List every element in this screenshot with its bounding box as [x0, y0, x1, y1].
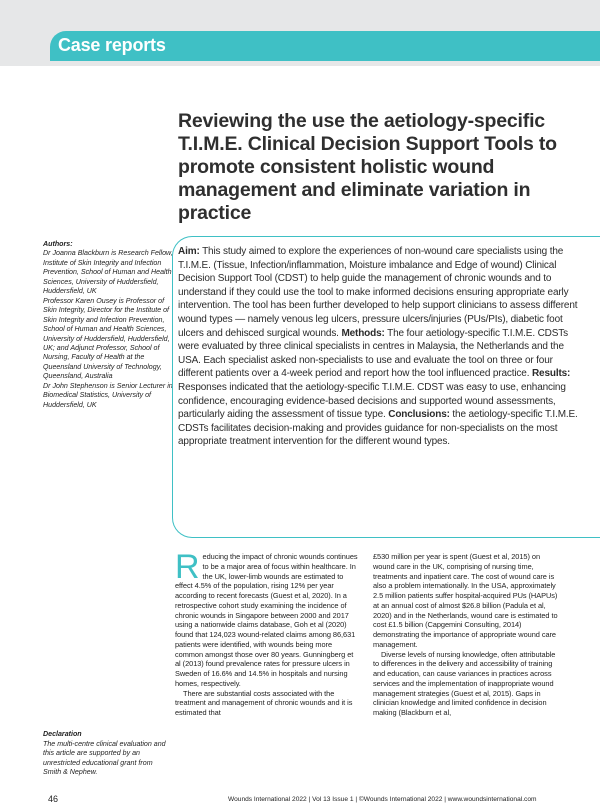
section-label: Case reports: [58, 35, 166, 55]
results-label: Results:: [531, 368, 571, 380]
results-text: Responses indicated that the aetiology-specific T.I.M.E. CDST was easy to use, enhancing confidence, encouraging evidence-based decisions and supported wound assessments, particularly aiding the assessment of tissue type.: [178, 381, 566, 421]
page-number: 46: [48, 794, 59, 804]
body-paragraph: [175, 548, 360, 689]
conclusions-text: the aetiology-specific T.I.M.E. CDSTs facilitates decision-making and provides guidance for non-specialists on the most appropriate treatment intervention for the different wound types.: [178, 409, 578, 448]
declaration: [43, 730, 168, 778]
body-column-1: [175, 548, 360, 718]
authors-sidebar: [43, 240, 173, 410]
authors-label: Authors:: [43, 240, 73, 248]
authors-text: Dr Joanna Blackburn is Research Fellow, Institute of Skin Integrity and Infection Prevention, School of Human and Health Sciences, University of Huddersfield, Huddersfield, UK Professor Karen Ousey is Professor of Skin Integrity, Director for the Institute of Skin Integrity and Infection Prevention, School of Human and Health Sciences, University of Huddersfield, Huddersfield, UK; and Adjunct Professor, School of Nursing, Faculty of Health at the Queensland University of Technology, Queensland, Australia Dr John Stephenson is Senior Lecturer in Biomedical Statistics, University of Huddersfield, UK: [43, 249, 173, 409]
methods-text: The four aetiology-specific T.I.M.E. CDSTs were evaluated by three clinical specialists in centres in Malaysia, the Netherlands and the USA. Each specialist asked non-specialists to use and evaluate the tool on three or four different patients over a 4-week period and report how the tool influenced practice.: [178, 327, 568, 380]
abstract: [178, 245, 578, 449]
body-column-2: [373, 552, 563, 718]
body-paragraph: £530 million per year is spent (Guest et al, 2015) on wound care in the UK, comprising of nursing time, treatments and inpatient care. The cost of wound care is also a problem internationally. In the USA, approximately 2.5 million patients suffer hospital-acquired PUs (HAPUs) at an annual cost of almost $26.8 billion (Padula et al, 2020) and in the Netherlands, wound care is estimated to cost £1.5 billion (Capgemini Consulting, 2014) demonstrating the importance of appropriate wound care management.: [373, 552, 558, 649]
paragraph-text: educing the impact of chronic wounds continues to be a major area of focus within healthcare. In the UK, lower-limb wounds are estimated to effect 4.5% of the population, rising 12% per year according to recent forecasts (Guest et al, 2020). In a retrospective cohort study examining the incidence of chronic wounds in Singapore between 2000 and 2017 using a nationwide claims database, Goh et al (2020) found that 124,023 wound-related claims among 86,631 patients were identified, with wounds being more common amongst those over 80 years. Gunningberg et al (2013) found prevalence rates for pressure ulcers in Sweden of 16.6% and 14.5% in hospitals and nursing homes, respectively.: [175, 552, 358, 688]
aim-label: Aim:: [178, 246, 200, 257]
declaration-text: The multi-centre clinical evaluation and this article are supported by an unrestricted educational grant from Smith & Nephew.: [43, 739, 166, 776]
journal-footer: Wounds International 2022 | Vol 13 Issue 1 | ©Wounds International 2022 | www.woundsinternational.com: [228, 796, 537, 803]
drop-cap: R: [175, 548, 200, 586]
methods-label: Methods:: [341, 327, 385, 339]
aim-text: This study aimed to explore the experiences of non-wound care specialists using the T.I.M.E. (Tissue, Infection/inflammation, Moisture imbalance and Edge of wound) Clinical Decision Support Tool (CDST) to help guide the management of chronic wounds and to understand if they could use the tool to make informed decisions ensuring appropriate early intervention. The tool has been further developed to help support clinicians to assess different wound types — namely venous leg ulcers, pressure ulcers/injuries (PUs/PIs), diabetic foot ulcers and dehisced surgical wounds.: [178, 246, 578, 339]
conclusions-label: Conclusions:: [388, 409, 450, 421]
body-paragraph: There are substantial costs associated with the treatment and management of chronic wounds and it is estimated that: [175, 688, 353, 717]
article-title: Reviewing the use the aetiology-specific T.I.M.E. Clinical Decision Support Tools to promote consistent holistic wound management and eliminate variation in practice: [178, 110, 557, 224]
declaration-label: Declaration: [43, 730, 82, 738]
body-paragraph: Diverse levels of nursing knowledge, often attributable to differences in the delivery and accessibility of training and education, can cause variances in practices across services and the implementation of inappropriate wound management strategies (Guest et al, 2015). Gaps in clinician knowledge and limited confidence in decision making (Blackburn et al,: [373, 649, 556, 717]
